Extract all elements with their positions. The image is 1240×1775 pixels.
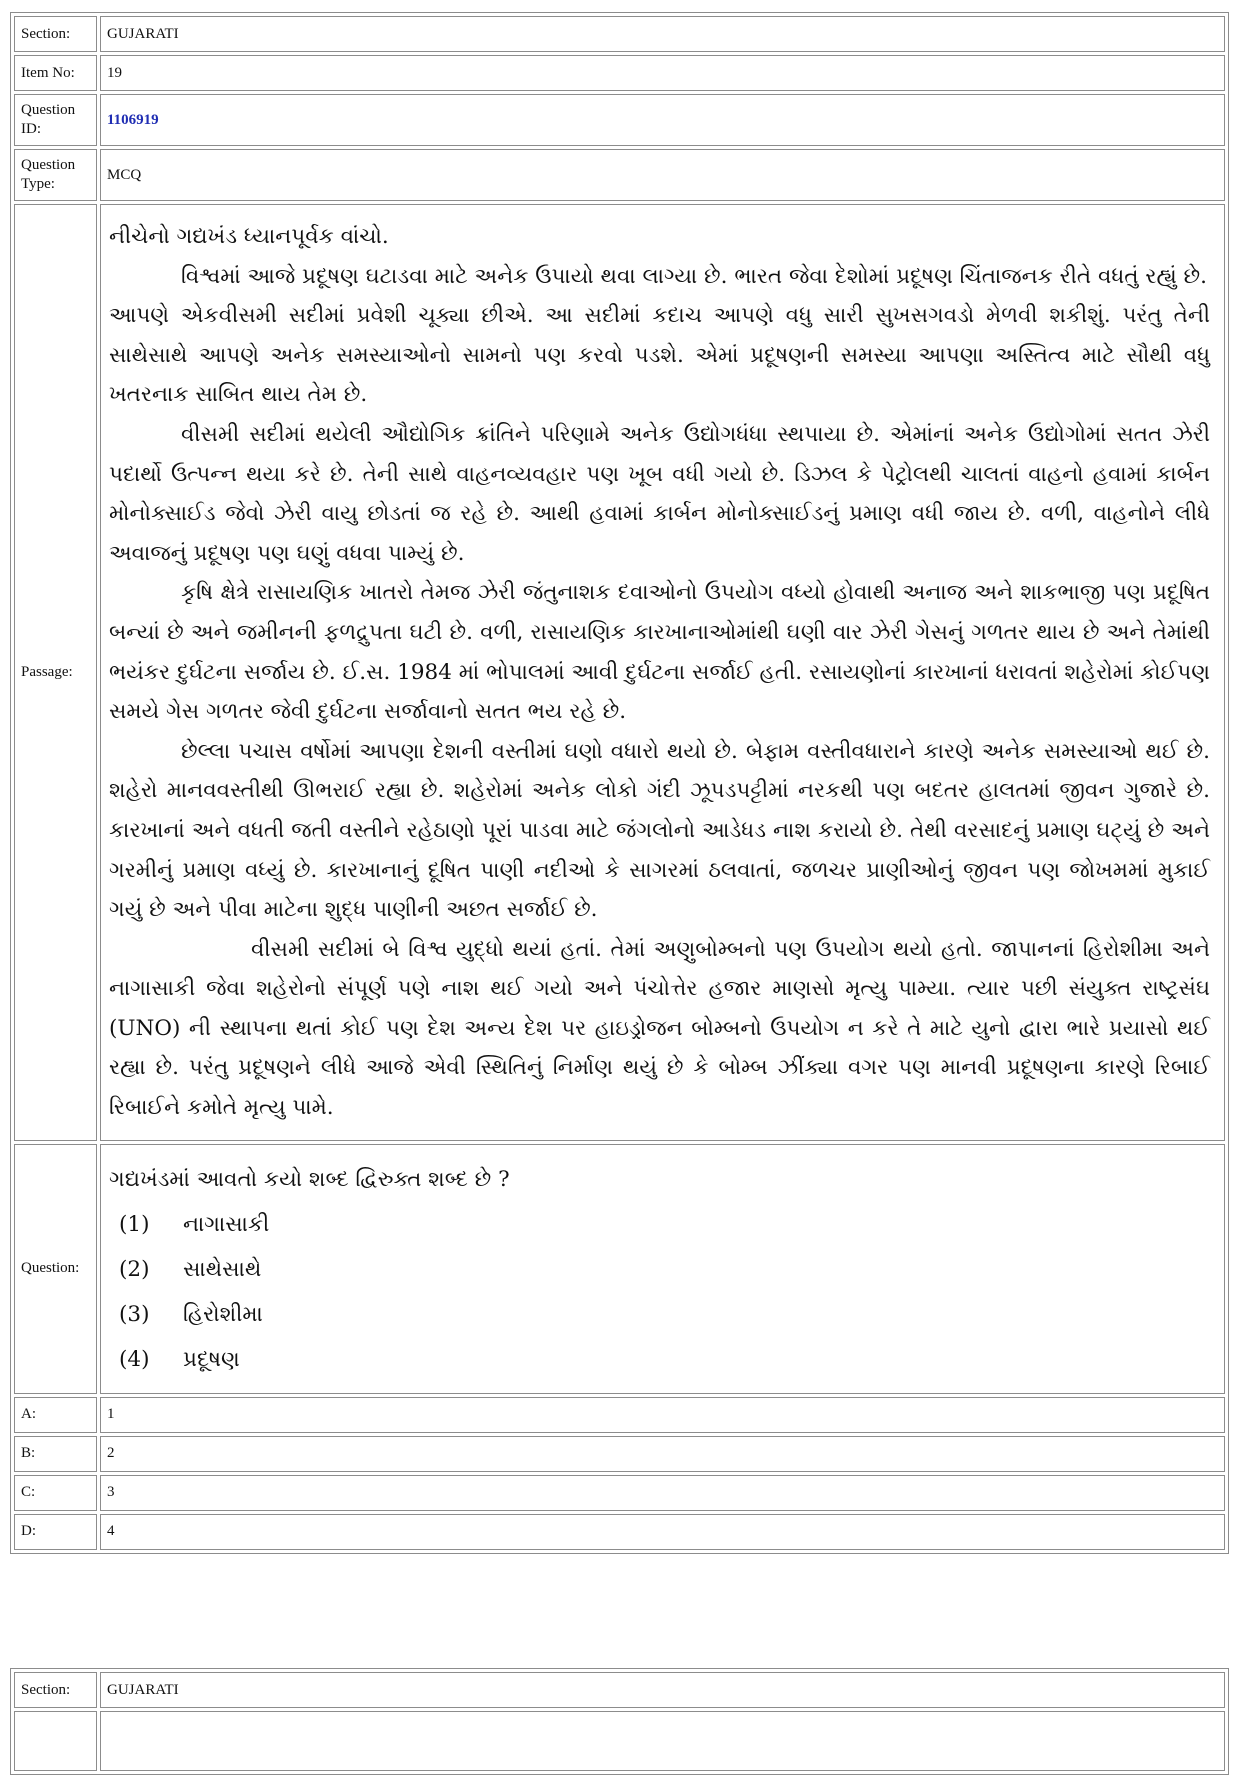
label-answer-a: A: xyxy=(14,1397,97,1433)
passage-paragraph-5: છેલ્લા પચાસ વર્ષોમાં આપણા દેશની વસ્તીમાં ઘણો વધારો થયો છે. બેફામ વસ્તીવધારાને કારણે અનેક સમસ્યાઓ થઈ છે. શહેરો માનવવસ્તીથી ઊભરાઈ રહ્યા છે. શહેરોમાં અનેક લોકો ગંદી ઝૂપડપટ્ટીમાં નરકથી પણ બદતર હાલતમાં જીવન ગુજારે છે. કારખાનાં અને વધતી જતી વસ્તીને રહેઠાણો પૂરાં પાડવા માટે જંગલોનો આડેધડ નાશ કરાયો છે. તેથી વરસાદનું પ્રમાણ ઘટ્યું છે અને ગરમીનું પ્રમાણ વધ્યું છે. કારખાનાનું દૂષિત પાણી નદીઓ કે સાગરમાં ઠલવાતાં, જળચર પ્રાણીઓનું જીવન પણ જોખમમાં મુકાઈ ગયું છે અને પીવા માટેના શુદ્ધ પાણીની અછત સર્જાઈ છે. xyxy=(109,738,1210,923)
option-1 xyxy=(109,1202,1216,1247)
value-answer-b: 2 xyxy=(100,1436,1225,1472)
passage-paragraph-2: આપણે એકવીસમી સદીમાં પ્રવેશી ચૂક્યા છીએ. આ સદીમાં કદાચ આપણે વધુ સારી સુખસગવડો મેળવી શકીશું. પરંતુ તેની સાથેસાથે આપણે અનેક સમસ્યાઓનો સામનો પણ કરવો પડશે. એમાં પ્રદૂષણની સમસ્યા આપણા અસ્તિત્વ માટે સૌથી વધુ ખતરનાક સાબિત થાય તેમ છે. xyxy=(109,303,1210,408)
label-section: Section: xyxy=(14,1672,97,1708)
question-block-19 xyxy=(10,12,1229,1554)
option-3 xyxy=(109,1292,1216,1337)
label-question-type: Question Type: xyxy=(14,149,97,201)
row-question-type xyxy=(14,149,1225,201)
option-4 xyxy=(109,1337,1216,1382)
option-text: પ્રદૂષણ xyxy=(183,1347,240,1373)
row-section xyxy=(14,1672,1225,1708)
row-passage xyxy=(14,204,1225,1141)
row-answer-c xyxy=(14,1475,1225,1511)
option-2 xyxy=(109,1247,1216,1292)
value-section: GUJARATI xyxy=(100,1672,1225,1708)
label-passage: Passage: xyxy=(14,204,97,1141)
option-number: (3) xyxy=(119,1302,150,1328)
label-item-no: Item No: xyxy=(14,55,97,91)
value-answer-d: 4 xyxy=(100,1514,1225,1550)
row-answer-d xyxy=(14,1514,1225,1550)
option-text: નાગાસાકી xyxy=(183,1212,270,1238)
value-question-id: 1106919 xyxy=(100,94,1225,146)
value-answer-c: 3 xyxy=(100,1475,1225,1511)
option-number: (2) xyxy=(119,1257,150,1283)
question-stem: ગદ્યખંડમાં આવતો કયો શબ્દ દ્વિરુક્ત શબ્દ છે ? xyxy=(109,1167,510,1193)
passage-paragraph-3: વીસમી સદીમાં થયેલી ઔદ્યોગિક ક્રાંતિને પરિણામે અનેક ઉદ્યોગધંધા સ્થપાયા છે. એમાંનાં અનેક ઉદ્યોગોમાં સતત ઝેરી પદાર્થો ઉત્પન્ન થયા કરે છે. તેની સાથે વાહનવ્યવહાર પણ ખૂબ વધી ગયો છે. ડિઝલ કે પેટ્રોલથી ચાલતાં વાહનો હવામાં કાર્બન મોનોક્સાઈડ જેવો ઝેરી વાયુ છોડતાં જ રહે છે. આથી હવામાં કાર્બન મોનોક્સાઈડનું પ્રમાણ વધી જાય છે. વળી, વાહનોને લીધે અવાજનું પ્રદૂષણ પણ ઘણું વધવા પામ્યું છે. xyxy=(109,421,1210,566)
label-answer-d: D: xyxy=(14,1514,97,1550)
label-section: Section: xyxy=(14,16,97,52)
passage-paragraph-1: વિશ્વમાં આજે પ્રદૂષણ ઘટાડવા માટે અનેક ઉપાયો થવા લાગ્યા છે. ભારત જેવા દેશોમાં પ્રદૂષણ ચિંતાજનક રીતે વધતું રહ્યું છે. xyxy=(181,263,1207,289)
row-item-no xyxy=(14,1711,1225,1771)
row-answer-b xyxy=(14,1436,1225,1472)
question-content xyxy=(100,1144,1225,1394)
row-answer-a xyxy=(14,1397,1225,1433)
value-section: GUJARATI xyxy=(100,16,1225,52)
label-question-id: Question ID: xyxy=(14,94,97,146)
option-text: સાથેસાથે xyxy=(183,1257,262,1283)
value-item-no xyxy=(100,1711,1225,1771)
label-item-no xyxy=(14,1711,97,1771)
question-block-next xyxy=(10,1668,1229,1775)
option-number: (4) xyxy=(119,1347,150,1373)
label-answer-b: B: xyxy=(14,1436,97,1472)
value-answer-a: 1 xyxy=(100,1397,1225,1433)
label-question: Question: xyxy=(14,1144,97,1394)
option-text: હિરોશીમા xyxy=(183,1302,263,1328)
passage-text xyxy=(100,204,1225,1141)
row-item-no xyxy=(14,55,1225,91)
label-answer-c: C: xyxy=(14,1475,97,1511)
row-question-id xyxy=(14,94,1225,146)
value-question-type: MCQ xyxy=(100,149,1225,201)
row-question xyxy=(14,1144,1225,1394)
passage-paragraph-4: કૃષિ ક્ષેત્રે રાસાયણિક ખાતરો તેમજ ઝેરી જંતુનાશક દવાઓનો ઉપયોગ વધ્યો હોવાથી અનાજ અને શાકભાજી પણ પ્રદૂષિત બન્યાં છે અને જમીનની ફળદ્રુપતા ઘટી છે. વળી, રાસાયણિક કારખાનાઓમાંથી ઘણી વાર ઝેરી ગેસનું ગળતર થાય છે અને તેમાંથી ભયંકર દુર્ઘટના સર્જાય છે. ઈ.સ. 1984 માં ભોપાલમાં આવી દુર્ઘટના સર્જાઈ હતી. રસાયણોનાં કારખાનાં ધરાવતાં શહેરોમાં કોઈપણ સમયે ગેસ ગળતર જેવી દુર્ઘટના સર્જાવાનો સતત ભય રહે છે. xyxy=(109,580,1210,725)
row-section xyxy=(14,16,1225,52)
value-item-no: 19 xyxy=(100,55,1225,91)
passage-instruction: નીચેનો ગદ્યખંડ ધ્યાનપૂર્વક વાંચો. xyxy=(109,224,389,249)
passage-paragraph-6: વીસમી સદીમાં બે વિશ્વ યુદ્ધો થયાં હતાં. તેમાં અણુબોમ્બનો પણ ઉપયોગ થયો હતો. જાપાનનાં હિરોશીમા અને નાગાસાકી જેવા શહેરોનો સંપૂર્ણ પણે નાશ થઈ ગયો અને પંચોત્તેર હજાર માણસો મૃત્યુ પામ્યા. ત્યાર પછી સંયુક્ત રાષ્ટ્રસંઘ (UNO) ની સ્થાપના થતાં કોઈ પણ દેશ અન્ય દેશ પર હાઇડ્રોજન બોમ્બનો ઉપયોગ ન કરે તે માટે યુનો દ્વારા ભારે પ્રયાસો થઈ રહ્યા છે. પરંતુ પ્રદૂષણને લીધે આજે એવી સ્થિતિનું નિર્માણ થયું છે કે બોમ્બ ઝીંક્યા વગર પણ માનવી પ્રદૂષણના કારણે રિબાઈ રિબાઈને કમોતે મૃત્યુ પામે. xyxy=(109,936,1210,1121)
option-number: (1) xyxy=(119,1212,150,1238)
